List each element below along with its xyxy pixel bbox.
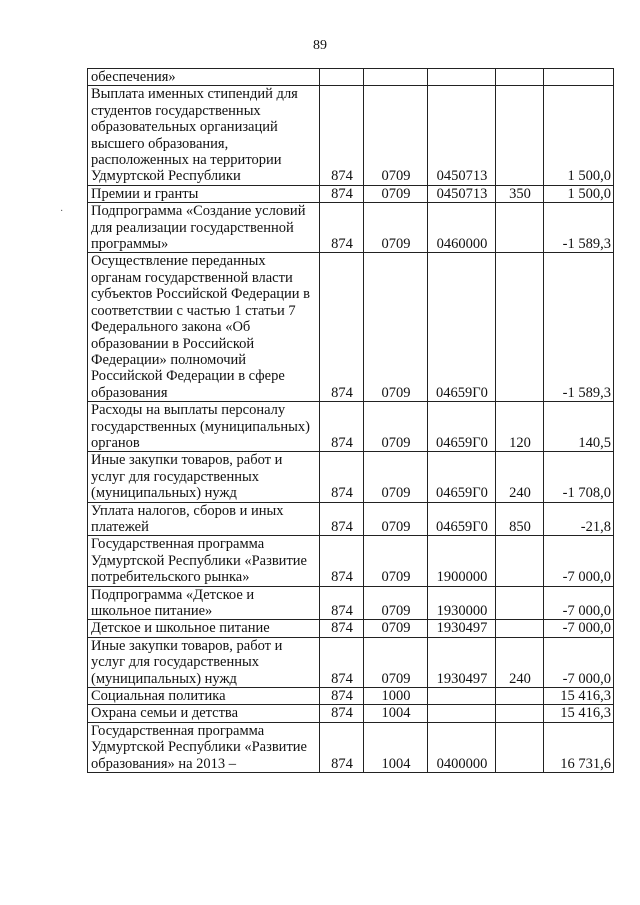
cell-target-article-code: 04659Г0 xyxy=(428,502,496,536)
cell-target-article-code: 1930497 xyxy=(428,620,496,637)
cell-target-article-code: 1900000 xyxy=(428,536,496,586)
table-row xyxy=(88,620,614,637)
cell-item-name: Уплата налогов, сборов и иных платежей xyxy=(88,502,320,536)
cell-item-name: Государственная программа Удмуртской Республики «Развитие потребительского рынка» xyxy=(88,536,320,586)
cell-target-article-code: 0460000 xyxy=(428,203,496,253)
cell-ministry-code: 874 xyxy=(320,86,364,185)
table-row xyxy=(88,452,614,502)
table-row xyxy=(88,688,614,705)
cell-amount: 1 500,0 xyxy=(544,185,614,202)
table-row xyxy=(88,185,614,202)
cell-ministry-code xyxy=(320,69,364,86)
cell-target-article-code: 04659Г0 xyxy=(428,253,496,402)
cell-section-code: 0709 xyxy=(364,637,428,687)
cell-ministry-code: 874 xyxy=(320,705,364,722)
cell-expense-type-code xyxy=(496,722,544,772)
table-row xyxy=(88,253,614,402)
cell-ministry-code: 874 xyxy=(320,586,364,620)
table-row xyxy=(88,536,614,586)
cell-amount xyxy=(544,69,614,86)
cell-ministry-code: 874 xyxy=(320,536,364,586)
cell-amount: -1 708,0 xyxy=(544,452,614,502)
cell-item-name: Подпрограмма «Детское и школьное питание» xyxy=(88,586,320,620)
table-row xyxy=(88,86,614,185)
page-number: 89 xyxy=(313,38,327,53)
cell-expense-type-code: 850 xyxy=(496,502,544,536)
cell-section-code: 0709 xyxy=(364,586,428,620)
cell-target-article-code: 0450713 xyxy=(428,185,496,202)
cell-ministry-code: 874 xyxy=(320,722,364,772)
table-row xyxy=(88,402,614,452)
cell-section-code: 0709 xyxy=(364,203,428,253)
cell-item-name: Подпрограмма «Создание условий для реализации государственной программы» xyxy=(88,203,320,253)
cell-ministry-code: 874 xyxy=(320,402,364,452)
cell-item-name: Иные закупки товаров, работ и услуг для государственных (муниципальных) нужд xyxy=(88,452,320,502)
cell-section-code: 0709 xyxy=(364,536,428,586)
cell-section-code: 1004 xyxy=(364,705,428,722)
cell-section-code: 0709 xyxy=(364,86,428,185)
cell-section-code: 0709 xyxy=(364,620,428,637)
table-row xyxy=(88,586,614,620)
cell-expense-type-code xyxy=(496,253,544,402)
cell-section-code: 0709 xyxy=(364,185,428,202)
cell-amount: 15 416,3 xyxy=(544,705,614,722)
cell-target-article-code: 04659Г0 xyxy=(428,452,496,502)
cell-target-article-code: 1930000 xyxy=(428,586,496,620)
table-row xyxy=(88,637,614,687)
cell-section-code: 0709 xyxy=(364,253,428,402)
cell-section-code: 0709 xyxy=(364,452,428,502)
cell-ministry-code: 874 xyxy=(320,637,364,687)
cell-item-name: Выплата именных стипендий для студентов государственных образовательных организаций высшего образования, расположенных на территории Удмуртской Республики xyxy=(88,86,320,185)
cell-ministry-code: 874 xyxy=(320,502,364,536)
table-row xyxy=(88,705,614,722)
cell-item-name: Иные закупки товаров, работ и услуг для государственных (муниципальных) нужд xyxy=(88,637,320,687)
cell-item-name: Охрана семьи и детства xyxy=(88,705,320,722)
budget-table-body xyxy=(88,69,614,773)
cell-section-code: 0709 xyxy=(364,502,428,536)
cell-item-name: Детское и школьное питание xyxy=(88,620,320,637)
cell-item-name: Расходы на выплаты персоналу государственных (муниципальных) органов xyxy=(88,402,320,452)
table-row xyxy=(88,203,614,253)
cell-target-article-code xyxy=(428,688,496,705)
cell-amount: -1 589,3 xyxy=(544,203,614,253)
cell-amount: -21,8 xyxy=(544,502,614,536)
cell-item-name: Государственная программа Удмуртской Республики «Развитие образования» на 2013 – xyxy=(88,722,320,772)
table-row xyxy=(88,722,614,772)
cell-amount: 140,5 xyxy=(544,402,614,452)
cell-amount: 15 416,3 xyxy=(544,688,614,705)
budget-table xyxy=(87,68,614,773)
cell-expense-type-code xyxy=(496,620,544,637)
cell-amount: -1 589,3 xyxy=(544,253,614,402)
cell-amount: 1 500,0 xyxy=(544,86,614,185)
cell-ministry-code: 874 xyxy=(320,253,364,402)
cell-section-code xyxy=(364,69,428,86)
cell-item-name: Осуществление переданных органам государственной власти субъектов Российской Федерации в соответствии с частью 1 статьи 7 Федерального закона «Об образовании в Российской Федерации» полномочий Российской Федерации в сфере образования xyxy=(88,253,320,402)
scan-speck: · xyxy=(60,206,64,217)
cell-section-code: 1004 xyxy=(364,722,428,772)
cell-target-article-code xyxy=(428,69,496,86)
cell-ministry-code: 874 xyxy=(320,185,364,202)
cell-ministry-code: 874 xyxy=(320,620,364,637)
cell-expense-type-code xyxy=(496,86,544,185)
cell-expense-type-code: 120 xyxy=(496,402,544,452)
cell-target-article-code: 0400000 xyxy=(428,722,496,772)
cell-ministry-code: 874 xyxy=(320,452,364,502)
cell-amount: 16 731,6 xyxy=(544,722,614,772)
cell-target-article-code xyxy=(428,705,496,722)
cell-amount: -7 000,0 xyxy=(544,637,614,687)
cell-expense-type-code xyxy=(496,688,544,705)
cell-expense-type-code xyxy=(496,536,544,586)
cell-ministry-code: 874 xyxy=(320,688,364,705)
cell-item-name: Социальная политика xyxy=(88,688,320,705)
table-row xyxy=(88,502,614,536)
cell-item-name: Премии и гранты xyxy=(88,185,320,202)
cell-section-code: 0709 xyxy=(364,402,428,452)
cell-ministry-code: 874 xyxy=(320,203,364,253)
cell-expense-type-code xyxy=(496,586,544,620)
cell-target-article-code: 1930497 xyxy=(428,637,496,687)
cell-expense-type-code: 240 xyxy=(496,452,544,502)
cell-amount: -7 000,0 xyxy=(544,620,614,637)
cell-item-name: обеспечения» xyxy=(88,69,320,86)
cell-expense-type-code xyxy=(496,69,544,86)
cell-expense-type-code: 240 xyxy=(496,637,544,687)
cell-target-article-code: 0450713 xyxy=(428,86,496,185)
cell-expense-type-code xyxy=(496,705,544,722)
cell-section-code: 1000 xyxy=(364,688,428,705)
cell-expense-type-code xyxy=(496,203,544,253)
cell-expense-type-code: 350 xyxy=(496,185,544,202)
cell-amount: -7 000,0 xyxy=(544,536,614,586)
cell-amount: -7 000,0 xyxy=(544,586,614,620)
cell-target-article-code: 04659Г0 xyxy=(428,402,496,452)
table-row xyxy=(88,69,614,86)
